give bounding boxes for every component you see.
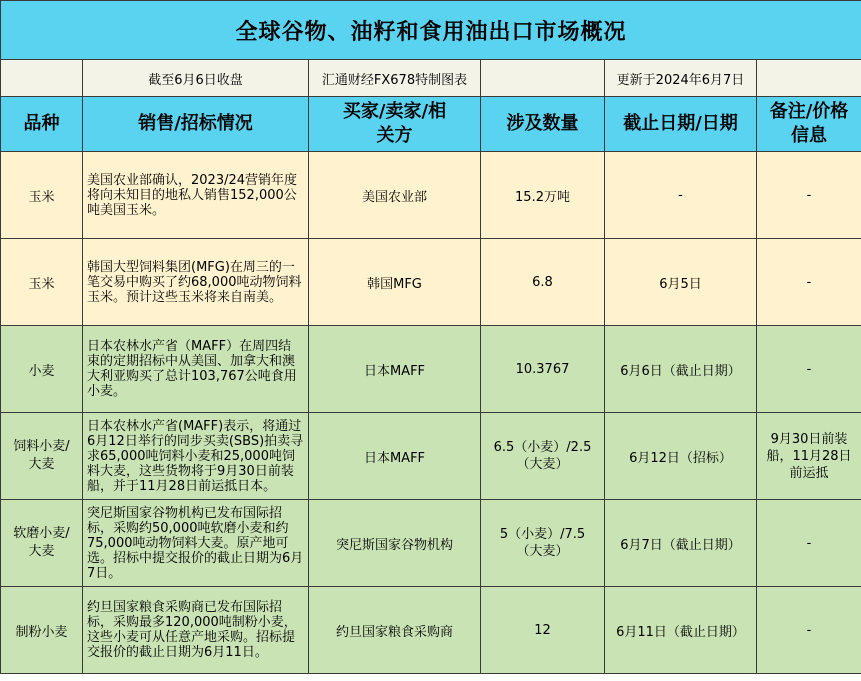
description-cell: 韩国大型饲料集团(MFG)在周三的一笔交易中购买了约68,000吨动物饲料玉米。预计这些玉米将来自南美。 bbox=[83, 239, 309, 326]
note-cell: - bbox=[757, 152, 861, 239]
source-note: 汇通财经FX678特制图表 bbox=[309, 60, 481, 97]
variety-cell: 玉米 bbox=[1, 152, 83, 239]
col-notes: 备注/价格信息 bbox=[757, 97, 861, 152]
note-cell: 9月30日前装船，11月28日前运抵 bbox=[757, 413, 861, 500]
date-cell: 6月12日（招标） bbox=[605, 413, 757, 500]
variety-cell: 饲料小麦/大麦 bbox=[1, 413, 83, 500]
table-title: 全球谷物、油籽和食用油出口市场概况 bbox=[1, 1, 861, 60]
title-row bbox=[1, 1, 861, 60]
quantity-cell: 10.3767 bbox=[481, 326, 605, 413]
subheader-blank-right bbox=[757, 60, 861, 97]
table-row bbox=[1, 239, 861, 326]
table-row bbox=[1, 152, 861, 239]
note-cell: - bbox=[757, 326, 861, 413]
date-cell: 6月6日（截止日期） bbox=[605, 326, 757, 413]
variety-cell: 小麦 bbox=[1, 326, 83, 413]
table-row bbox=[1, 500, 861, 587]
description-cell: 日本农林水产省(MAFF)表示，将通过6月12日举行的同步买卖(SBS)拍卖寻求65,000吨饲料小麦和25,000吨饲料大麦，这些货物将于9月30日前装船，并于11月28日前运抵日本。 bbox=[83, 413, 309, 500]
description-cell: 日本农林水产省（MAFF）在周四结束的定期招标中从美国、加拿大和澳大利亚购买了总计103,767公吨食用小麦。 bbox=[83, 326, 309, 413]
table-row bbox=[1, 413, 861, 500]
quantity-cell: 5（小麦）/7.5（大麦） bbox=[481, 500, 605, 587]
quantity-cell: 15.2万吨 bbox=[481, 152, 605, 239]
date-cell: 6月11日（截止日期） bbox=[605, 587, 757, 674]
col-deadline: 截止日期/日期 bbox=[605, 97, 757, 152]
quantity-cell: 12 bbox=[481, 587, 605, 674]
buyer-cell: 日本MAFF bbox=[309, 326, 481, 413]
note-cell: - bbox=[757, 587, 861, 674]
variety-cell: 软磨小麦/大麦 bbox=[1, 500, 83, 587]
quantity-cell: 6.8 bbox=[481, 239, 605, 326]
date-cell: - bbox=[605, 152, 757, 239]
date-cell: 6月5日 bbox=[605, 239, 757, 326]
buyer-cell: 约旦国家粮食采购商 bbox=[309, 587, 481, 674]
variety-cell: 玉米 bbox=[1, 239, 83, 326]
buyer-cell: 日本MAFF bbox=[309, 413, 481, 500]
date-cell: 6月7日（截止日期） bbox=[605, 500, 757, 587]
col-variety: 品种 bbox=[1, 97, 83, 152]
variety-cell: 制粉小麦 bbox=[1, 587, 83, 674]
col-sales: 销售/招标情况 bbox=[83, 97, 309, 152]
subheader-blank-mid bbox=[481, 60, 605, 97]
table-row bbox=[1, 326, 861, 413]
buyer-cell: 美国农业部 bbox=[309, 152, 481, 239]
buyer-cell: 突尼斯国家谷物机构 bbox=[309, 500, 481, 587]
buyer-cell: 韩国MFG bbox=[309, 239, 481, 326]
updated-note: 更新于2024年6月7日 bbox=[605, 60, 757, 97]
table-row bbox=[1, 587, 861, 674]
subheader-row bbox=[1, 60, 861, 97]
description-cell: 约旦国家粮食采购商已发布国际招标，采购最多120,000吨制粉小麦，这些小麦可从任意产地采购。招标提交报价的截止日期为6月11日。 bbox=[83, 587, 309, 674]
col-buyer: 买家/卖家/相关方 bbox=[309, 97, 481, 152]
description-cell: 突尼斯国家谷物机构已发布国际招标，采购约50,000吨软磨小麦和约75,000吨动物饲料大麦。原产地可选。招标中提交报价的截止日期为6月7日。 bbox=[83, 500, 309, 587]
quantity-cell: 6.5（小麦）/2.5（大麦） bbox=[481, 413, 605, 500]
subheader-blank-left bbox=[1, 60, 83, 97]
column-header-row bbox=[1, 97, 861, 152]
note-cell: - bbox=[757, 500, 861, 587]
description-cell: 美国农业部确认，2023/24营销年度将向未知目的地私人销售152,000公吨美国玉米。 bbox=[83, 152, 309, 239]
cutoff-note: 截至6月6日收盘 bbox=[83, 60, 309, 97]
col-quantity: 涉及数量 bbox=[481, 97, 605, 152]
note-cell: - bbox=[757, 239, 861, 326]
